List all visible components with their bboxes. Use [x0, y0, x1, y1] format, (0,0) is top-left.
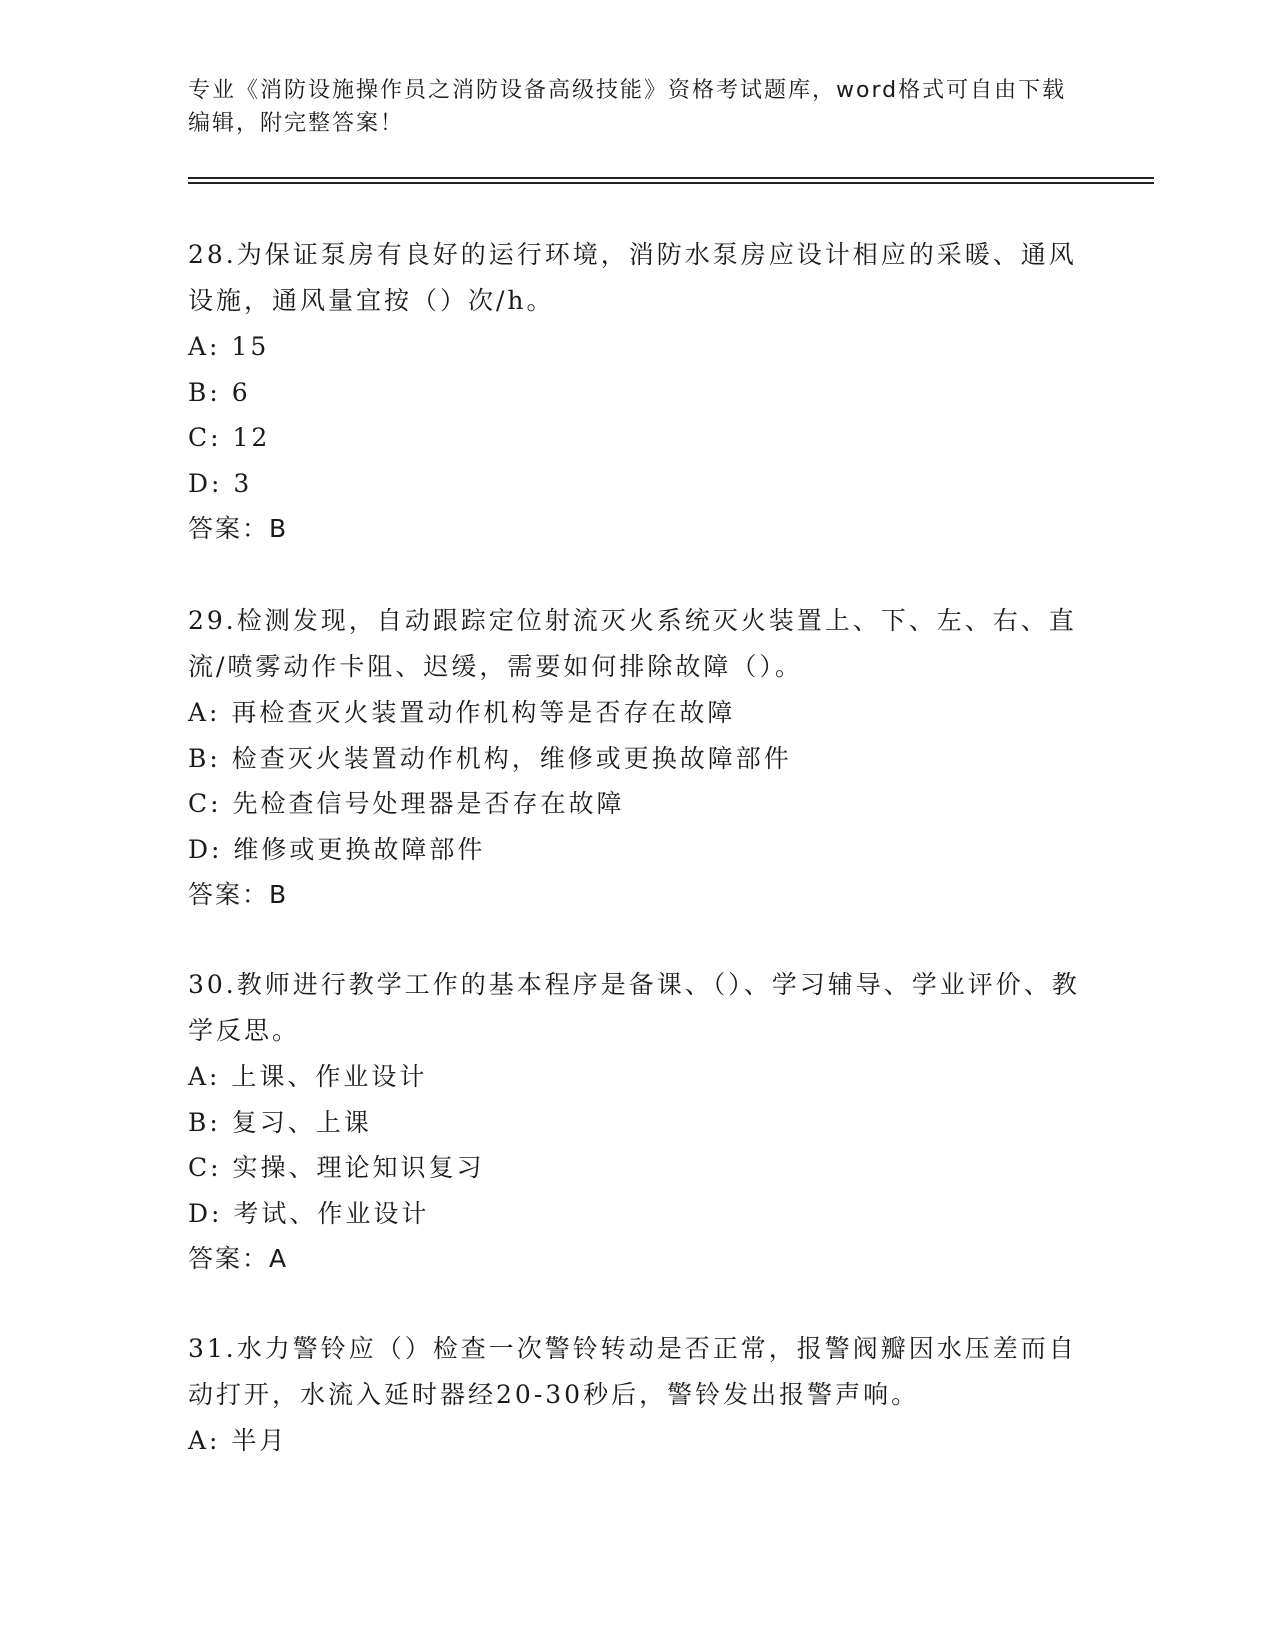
question-31 [188, 1326, 1088, 1464]
question-stem: 29.检测发现，自动跟踪定位射流灭火系统灭火装置上、下、左、右、直流/喷雾动作卡阻、迟缓，需要如何排除故障（）。 [188, 606, 1077, 681]
question-stem: 28.为保证泵房有良好的运行环境，消防水泵房应设计相应的采暖、通风设施，通风量宜按（）次/h。 [188, 240, 1077, 315]
answer-line: 答案：B [188, 514, 289, 543]
question-stem: 31.水力警铃应（）检查一次警铃转动是否正常，报警阀瓣因水压差而自动打开，水流入延时器经20-30秒后，警铃发出报警声响。 [188, 1334, 1077, 1409]
option-d: D: 考试、作业设计 [188, 1198, 430, 1228]
option-a: A: 15 [188, 332, 270, 361]
option-b: B: 复习、上课 [188, 1107, 372, 1137]
option-d: D: 3 [188, 468, 253, 498]
header-divider-bottom [188, 182, 1154, 184]
question-30 [188, 962, 1088, 1282]
option-c: C: 先检查信号处理器是否存在故障 [188, 789, 625, 818]
document-header: 专业《消防设施操作员之消防设备高级技能》资格考试题库，word格式可自由下载编辑，附完整答案！ [188, 78, 1067, 136]
question-29 [188, 598, 1088, 918]
option-d: D: 维修或更换故障部件 [188, 834, 486, 864]
question-28 [188, 232, 1088, 552]
header-divider-top [188, 177, 1154, 179]
answer-line: 答案：A [188, 1244, 289, 1273]
option-c: C: 12 [188, 423, 271, 452]
option-a: A: 半月 [188, 1426, 288, 1455]
answer-line: 答案：B [188, 880, 289, 909]
option-b: B: 检查灭火装置动作机构，维修或更换故障部件 [188, 743, 792, 773]
option-a: A: 再检查灭火装置动作机构等是否存在故障 [188, 698, 736, 727]
option-a: A: 上课、作业设计 [188, 1062, 428, 1091]
option-b: B: 6 [188, 377, 251, 407]
option-c: C: 实操、理论知识复习 [188, 1153, 485, 1182]
question-stem: 30.教师进行教学工作的基本程序是备课、（）、学习辅导、学业评价、教学反思。 [188, 970, 1080, 1045]
